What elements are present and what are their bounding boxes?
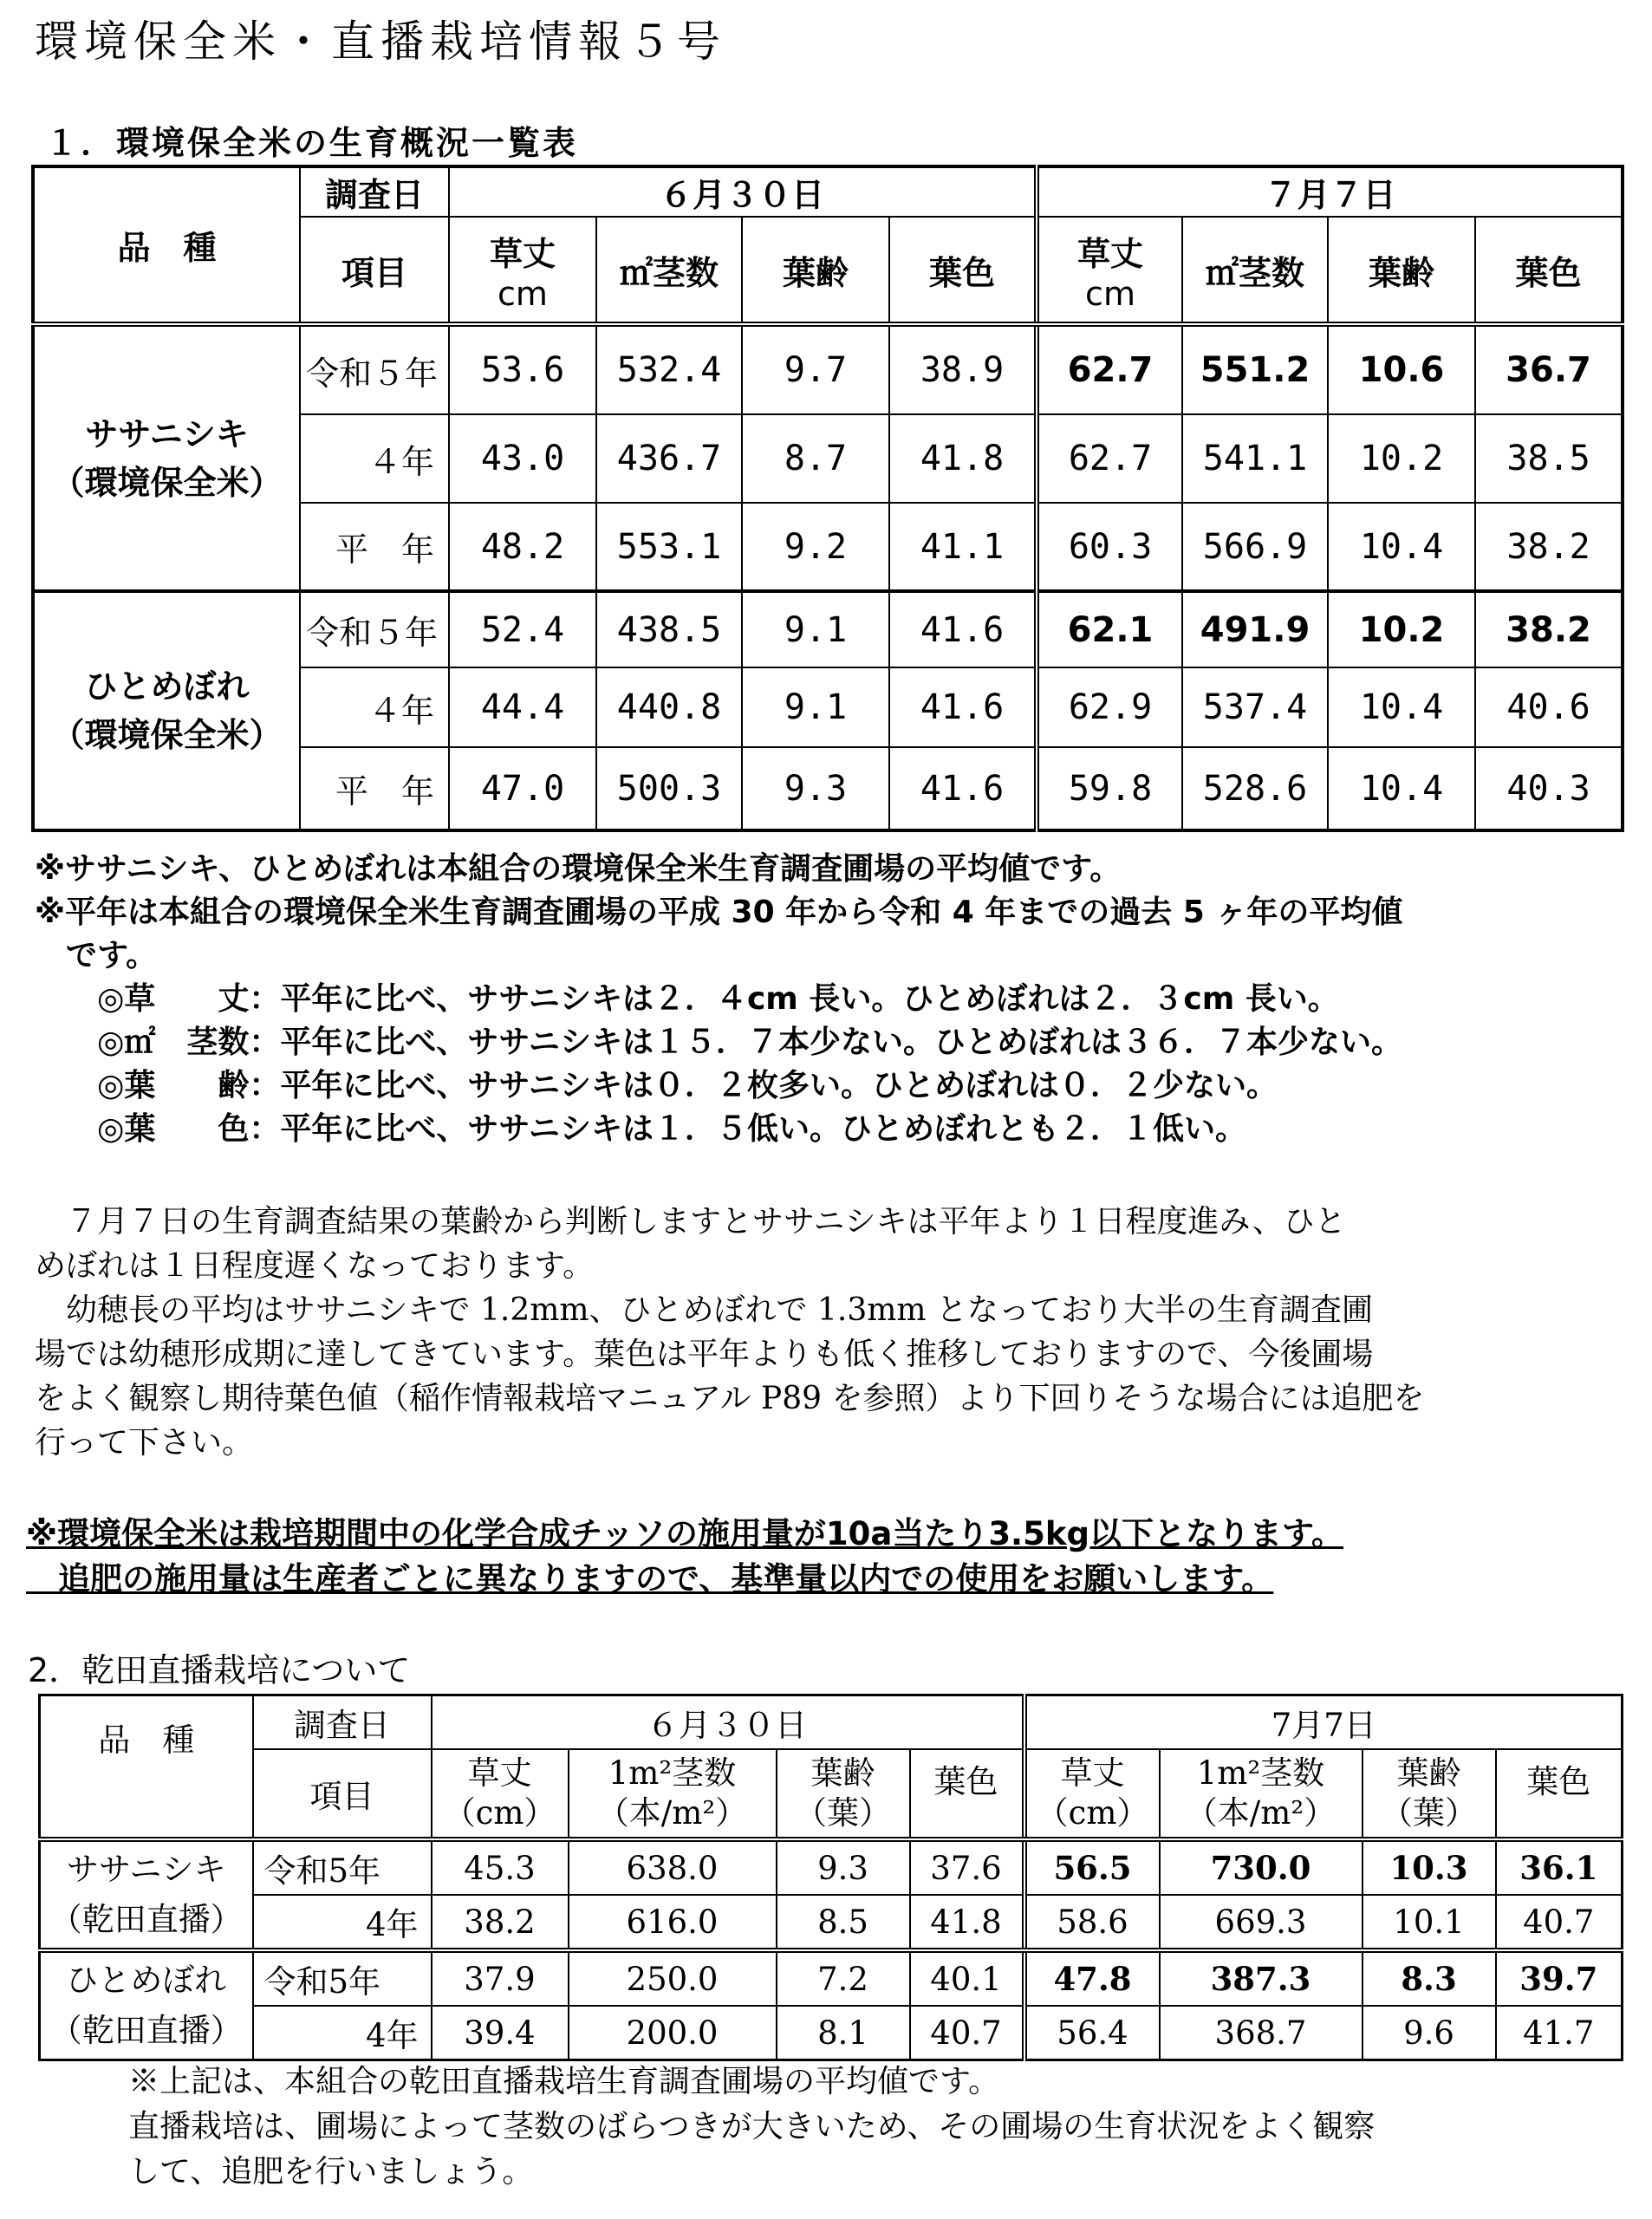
- survey-date-header: 調査日: [253, 1695, 432, 1750]
- data-cell: 368.7: [1160, 2006, 1363, 2060]
- col-leafage-header: 葉齢 （葉）: [777, 1749, 910, 1839]
- data-cell: 10.1: [1363, 1895, 1496, 1950]
- data-cell: 38.2: [432, 1895, 569, 1950]
- data-cell: 62.7: [1037, 414, 1182, 503]
- year-cell: 4年: [253, 1895, 432, 1950]
- variety-cell: ササニシキ （環境保全米）: [33, 324, 300, 591]
- variety-header: 品 種: [33, 166, 300, 324]
- data-cell: 440.8: [596, 667, 742, 747]
- paragraph-line: をよく観察し期待葉色値（稲作情報栽培マニュアル P89 を参照）より下回りそうな場合には追肥を: [35, 1381, 1425, 1416]
- data-cell: 41.6: [889, 667, 1037, 747]
- data-cell: 8.7: [742, 414, 889, 503]
- note-line: ※ササニシキ、ひとめぼれは本組合の環境保全米生育調査圃場の平均値です。: [35, 851, 1122, 887]
- data-cell: 39.4: [432, 2006, 569, 2060]
- data-cell: 40.7: [1496, 1895, 1623, 1950]
- data-cell: 10.3: [1363, 1839, 1496, 1895]
- note-line: ◎草 丈：平年に比べ、ササニシキは２．４cm 長い。ひとめぼれは２．３cm 長い。: [35, 981, 1339, 1017]
- note-line: です。: [35, 938, 158, 973]
- section1-heading: １．環境保全米の生育概況一覧表: [45, 124, 579, 162]
- data-cell: 43.0: [449, 414, 596, 503]
- item-header: 項目: [300, 217, 449, 324]
- col-height-header: 草丈 cm: [449, 217, 596, 324]
- year-cell: ４年: [300, 667, 449, 747]
- data-cell: 638.0: [569, 1839, 777, 1895]
- warning-line: 追肥の施用量は生産者ごとに異なりますので、基準量以内での使用をお願いします。: [26, 1560, 1274, 1598]
- note-line: ◎葉 色：平年に比べ、ササニシキは１．５低い。ひとめぼれとも２．１低い。: [35, 1111, 1246, 1147]
- data-cell: 9.6: [1363, 2006, 1496, 2060]
- data-cell: 436.7: [596, 414, 742, 503]
- paragraph-line: ７月７日の生育調査結果の葉齢から判断しますとササニシキは平年より１日程度進み、ひと: [35, 1204, 1346, 1240]
- data-cell: 41.6: [889, 747, 1037, 830]
- data-cell: 38.2: [1475, 503, 1623, 591]
- data-cell: 9.3: [777, 1839, 910, 1895]
- data-cell: 59.8: [1037, 747, 1182, 830]
- paragraph-line: 場では幼穂形成期に達してきています。葉色は平年よりも低く推移しておりますので、今後圃場: [35, 1337, 1374, 1372]
- footnote-block: [128, 2060, 1375, 2195]
- col-leafcolor-header: 葉色: [910, 1749, 1024, 1839]
- data-cell: 200.0: [569, 2006, 777, 2060]
- data-cell: 551.2: [1182, 324, 1328, 414]
- col-height-header: 草丈 cm: [1037, 217, 1182, 324]
- section2-heading: 2．乾田直播栽培について: [28, 1651, 411, 1689]
- data-cell: 7.2: [777, 1950, 910, 2006]
- data-cell: 40.3: [1475, 747, 1623, 830]
- data-cell: 39.7: [1496, 1950, 1623, 2006]
- data-cell: 10.2: [1328, 414, 1475, 503]
- paragraph-line: 幼穂長の平均はササニシキで 1.2mm、ひとめぼれで 1.3mm となっており大半の生育調査圃: [35, 1292, 1373, 1328]
- col-stems-header: 1m²茎数 （本/m²）: [569, 1749, 777, 1839]
- notes-block: [35, 848, 1402, 1151]
- data-cell: 45.3: [432, 1839, 569, 1895]
- data-cell: 40.7: [910, 2006, 1024, 2060]
- data-cell: 532.4: [596, 324, 742, 414]
- page-title: 環境保全米・直播栽培情報５号: [35, 16, 726, 67]
- data-cell: 10.2: [1328, 591, 1475, 667]
- data-cell: 38.5: [1475, 414, 1623, 503]
- footnote-line: ※上記は、本組合の乾田直播栽培生育調査圃場の平均値です。: [128, 2064, 1000, 2099]
- data-cell: 528.6: [1182, 747, 1328, 830]
- date1-header: ６月３０日: [432, 1695, 1024, 1750]
- footnote-line: して、追肥を行いましょう。: [128, 2154, 534, 2190]
- data-cell: 37.6: [910, 1839, 1024, 1895]
- data-cell: 537.4: [1182, 667, 1328, 747]
- item-header: 項目: [253, 1749, 432, 1839]
- data-cell: 491.9: [1182, 591, 1328, 667]
- data-cell: 541.1: [1182, 414, 1328, 503]
- data-cell: 8.1: [777, 2006, 910, 2060]
- data-cell: 10.4: [1328, 667, 1475, 747]
- col-height-header: 草丈 （cm）: [432, 1749, 569, 1839]
- data-cell: 41.7: [1496, 2006, 1623, 2060]
- data-cell: 41.8: [910, 1895, 1024, 1950]
- data-cell: 616.0: [569, 1895, 777, 1950]
- data-cell: 62.1: [1037, 591, 1182, 667]
- footnote-line: 直播栽培は、圃場によって茎数のばらつきが大きいため、その圃場の生育状況をよく観察: [128, 2109, 1376, 2144]
- data-cell: 56.4: [1024, 2006, 1160, 2060]
- note-line: ◎葉 齢：平年に比べ、ササニシキは０．２枚多い。ひとめぼれは０．２少ない。: [35, 1068, 1278, 1103]
- col-height-header: 草丈 （cm）: [1024, 1749, 1160, 1839]
- data-cell: 41.8: [889, 414, 1037, 503]
- year-cell: ４年: [300, 414, 449, 503]
- data-cell: 48.2: [449, 503, 596, 591]
- data-cell: 62.7: [1037, 324, 1182, 414]
- date1-header: ６月３０日: [449, 166, 1037, 217]
- data-cell: 9.3: [742, 747, 889, 830]
- data-cell: 10.6: [1328, 324, 1475, 414]
- data-cell: 56.5: [1024, 1839, 1160, 1895]
- data-cell: 730.0: [1160, 1839, 1363, 1895]
- date2-header: 7月7日: [1024, 1695, 1623, 1750]
- data-cell: 41.6: [889, 591, 1037, 667]
- paragraph-line: めぼれは１日程度遅くなっております。: [35, 1248, 595, 1284]
- data-cell: 8.5: [777, 1895, 910, 1950]
- data-cell: 36.1: [1496, 1839, 1623, 1895]
- growth-table-2: [38, 1694, 1623, 2061]
- col-leafcolor-header: 葉色: [1496, 1749, 1623, 1839]
- data-cell: 36.7: [1475, 324, 1623, 414]
- data-cell: 40.6: [1475, 667, 1623, 747]
- data-cell: 669.3: [1160, 1895, 1363, 1950]
- data-cell: 62.9: [1037, 667, 1182, 747]
- survey-date-header: 調査日: [300, 166, 449, 217]
- data-cell: 53.6: [449, 324, 596, 414]
- col-stems-header: ㎡茎数: [596, 217, 742, 324]
- commentary-paragraph: [35, 1200, 1424, 1465]
- variety-cell: ひとめぼれ （環境保全米）: [33, 591, 300, 830]
- variety-cell: ササニシキ （乾田直播）: [40, 1839, 253, 1950]
- data-cell: 9.2: [742, 503, 889, 591]
- data-cell: 52.4: [449, 591, 596, 667]
- note-line: ◎㎡ 茎数：平年に比べ、ササニシキは１５．７本少ない。ひとめぼれは３６．７本少ない。: [35, 1025, 1402, 1060]
- data-cell: 500.3: [596, 747, 742, 830]
- year-cell: 令和5年: [253, 1950, 432, 2006]
- data-cell: 8.3: [1363, 1950, 1496, 2006]
- data-cell: 387.3: [1160, 1950, 1363, 2006]
- year-cell: 令和５年: [300, 324, 449, 414]
- col-leafcolor-header: 葉色: [1475, 217, 1623, 324]
- data-cell: 44.4: [449, 667, 596, 747]
- data-cell: 38.2: [1475, 591, 1623, 667]
- data-cell: 250.0: [569, 1950, 777, 2006]
- data-cell: 438.5: [596, 591, 742, 667]
- paragraph-line: 行って下さい。: [35, 1425, 254, 1461]
- data-cell: 47.0: [449, 747, 596, 830]
- data-cell: 9.7: [742, 324, 889, 414]
- data-cell: 40.1: [910, 1950, 1024, 2006]
- fertilizer-warning: [26, 1512, 1343, 1602]
- note-line: ※平年は本組合の環境保全米生育調査圃場の平成 30 年から令和 4 年までの過去 5 ヶ年の平均値: [35, 895, 1403, 930]
- year-cell: 令和５年: [300, 591, 449, 667]
- col-stems-header: ㎡茎数: [1182, 217, 1328, 324]
- data-cell: 9.1: [742, 667, 889, 747]
- data-cell: 60.3: [1037, 503, 1182, 591]
- data-cell: 58.6: [1024, 1895, 1160, 1950]
- col-leafage-header: 葉齢 （葉）: [1363, 1749, 1496, 1839]
- year-cell: 4年: [253, 2006, 432, 2060]
- data-cell: 553.1: [596, 503, 742, 591]
- warning-line: ※環境保全米は栽培期間中の化学合成チッソの施用量が10a当たり3.5kg以下となります。: [26, 1515, 1343, 1552]
- data-cell: 47.8: [1024, 1950, 1160, 2006]
- data-cell: 37.9: [432, 1950, 569, 2006]
- data-cell: 41.1: [889, 503, 1037, 591]
- data-cell: 10.4: [1328, 503, 1475, 591]
- growth-table-1: [31, 165, 1624, 832]
- data-cell: 38.9: [889, 324, 1037, 414]
- variety-header: 品 種: [40, 1695, 253, 1840]
- col-leafcolor-header: 葉色: [889, 217, 1037, 324]
- year-cell: 令和5年: [253, 1839, 432, 1895]
- year-cell: 平 年: [300, 503, 449, 591]
- date2-header: ７月７日: [1037, 166, 1623, 217]
- variety-cell: ひとめぼれ （乾田直播）: [40, 1950, 253, 2060]
- data-cell: 566.9: [1182, 503, 1328, 591]
- col-stems-header: 1m²茎数 （本/m²）: [1160, 1749, 1363, 1839]
- col-leafage-header: 葉齢: [1328, 217, 1475, 324]
- data-cell: 9.1: [742, 591, 889, 667]
- data-cell: 10.4: [1328, 747, 1475, 830]
- col-leafage-header: 葉齢: [742, 217, 889, 324]
- year-cell: 平 年: [300, 747, 449, 830]
